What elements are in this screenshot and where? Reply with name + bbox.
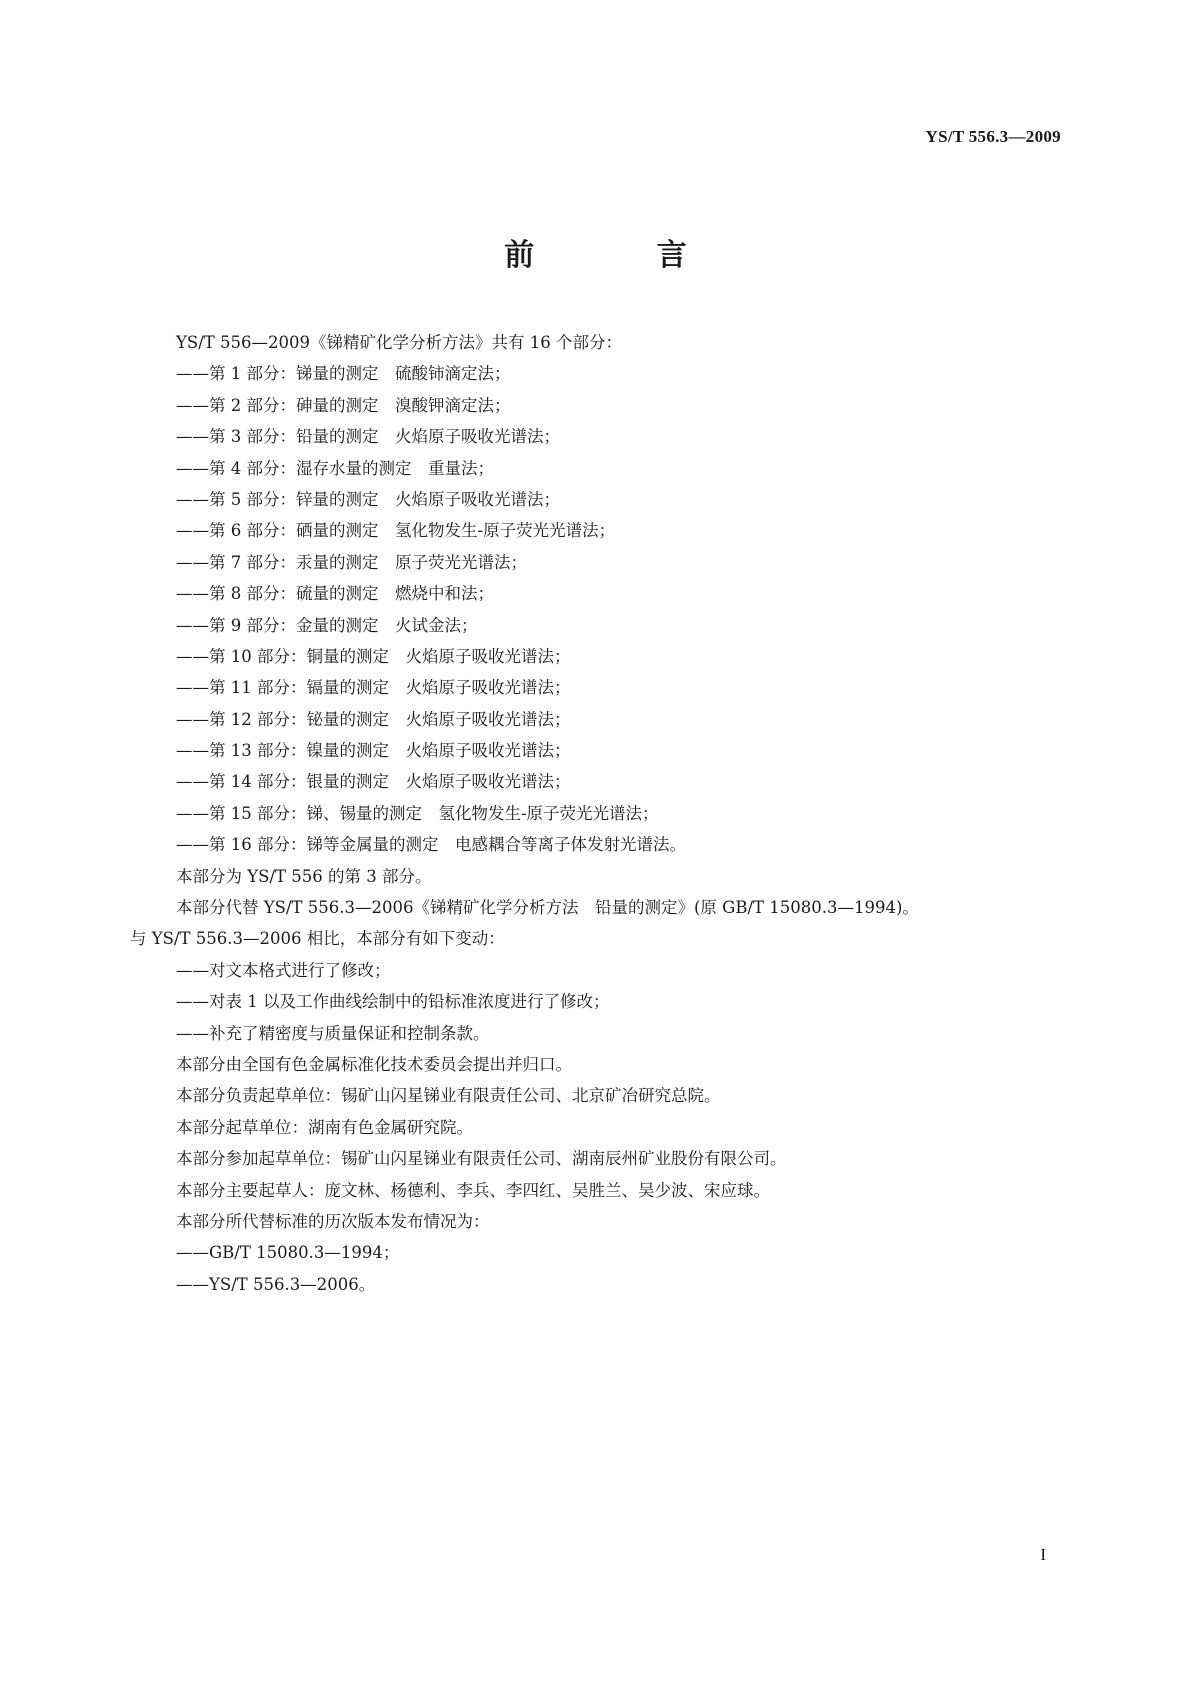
text-line: 本部分参加起草单位：锡矿山闪星锑业有限责任公司、湖南辰州矿业股份有限公司。 [176, 1149, 787, 1169]
text-line: 本部分主要起草人：庞文林、杨德利、李兵、李四红、吴胜兰、吴少波、宋应球。 [176, 1180, 770, 1200]
text-line: ——第 1 部分：锑量的测定 硫酸铈滴定法； [176, 364, 511, 384]
text-line: 本部分所代替标准的历次版本发布情况为： [176, 1211, 490, 1231]
text-line: ——第 2 部分：砷量的测定 溴酸钾滴定法； [176, 395, 511, 415]
text-line: ——第 10 部分：铜量的测定 火焰原子吸收光谱法； [176, 646, 571, 666]
text-line: 本部分代替 YS/T 556.3—2006《锑精矿化学分析方法 铅量的测定》(原 GB/T 15080.3—1994)。 [176, 898, 919, 918]
standard-code: YS/T 556.3—2009 [925, 127, 1061, 146]
text-line: ——GB/T 15080.3—1994； [176, 1243, 400, 1263]
text-line: ——第 5 部分：锌量的测定 火焰原子吸收光谱法； [176, 489, 560, 509]
text-line: YS/T 556—2009《锑精矿化学分析方法》共有 16 个部分： [176, 333, 622, 352]
text-line: ——YS/T 556.3—2006。 [176, 1274, 376, 1294]
text-line: 本部分负责起草单位：锡矿山闪星锑业有限责任公司、北京矿冶研究总院。 [176, 1086, 721, 1106]
document-body [130, 327, 1070, 1300]
text-line: 本部分为 YS/T 556 的第 3 部分。 [176, 866, 432, 886]
text-line: ——第 15 部分：锑、锡量的测定 氢化物发生-原子荧光光谱法； [176, 803, 659, 823]
text-line: ——第 7 部分：汞量的测定 原子荧光光谱法； [176, 552, 527, 572]
text-line: ——第 16 部分：锑等金属量的测定 电感耦合等离子体发射光谱法。 [176, 835, 686, 855]
text-line: ——第 14 部分：银量的测定 火焰原子吸收光谱法； [176, 772, 571, 792]
page-number: I [1040, 1545, 1046, 1564]
text-line: ——第 13 部分：镍量的测定 火焰原子吸收光谱法； [176, 741, 571, 761]
page-title: 前 言 [504, 238, 743, 273]
text-line: ——补充了精密度与质量保证和控制条款。 [176, 1023, 490, 1043]
text-line: ——第 12 部分：铋量的测定 火焰原子吸收光谱法； [176, 709, 571, 729]
text-line: ——第 4 部分：湿存水量的测定 重量法； [176, 458, 494, 478]
text-line: ——第 9 部分：金量的测定 火试金法； [176, 615, 478, 635]
text-line: ——第 11 部分：镉量的测定 火焰原子吸收光谱法； [176, 678, 571, 698]
text-line: 本部分由全国有色金属标准化技术委员会提出并归口。 [176, 1054, 572, 1074]
text-line: ——第 6 部分：硒量的测定 氢化物发生-原子荧光光谱法； [176, 521, 616, 541]
text-line: ——对文本格式进行了修改； [176, 960, 391, 980]
text-line: ——对表 1 以及工作曲线绘制中的铅标准浓度进行了修改； [176, 992, 610, 1012]
text-line: 与 YS/T 556.3—2006 相比，本部分有如下变动： [130, 929, 505, 949]
text-line: 本部分起草单位：湖南有色金属研究院。 [176, 1117, 473, 1137]
text-line: ——第 3 部分：铅量的测定 火焰原子吸收光谱法； [176, 427, 560, 447]
text-line: ——第 8 部分：硫量的测定 燃烧中和法； [176, 584, 494, 604]
